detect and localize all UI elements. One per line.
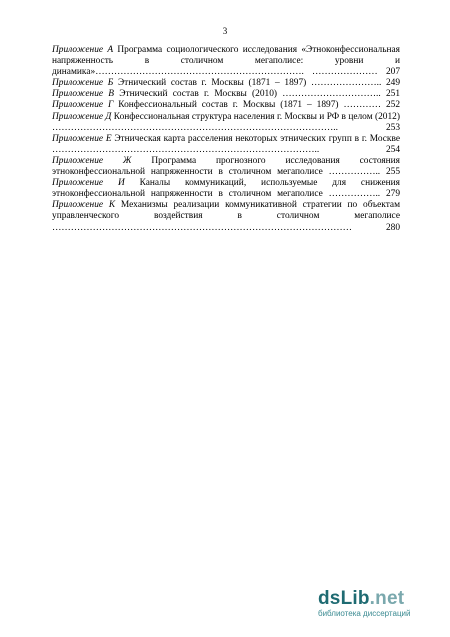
entry-title: Каналы коммуникаций, используемые для снижения этноконфессиональной напряженности в столичном мегаполисе bbox=[52, 178, 400, 200]
entry-leader: ……………………………………………………………………………….. bbox=[52, 122, 338, 133]
logo-tld: .net bbox=[369, 588, 405, 609]
entry-title: Этнический состав г. Москвы (2010) bbox=[119, 89, 278, 100]
entry-title: Этнический состав г. Москвы (1871 – 1897) bbox=[117, 78, 307, 89]
entry-title: Программа социологического исследования «Этноконфессиональная напряженность в столичном мегаполисе: уровни и динамика» bbox=[52, 45, 400, 78]
toc-entry-b bbox=[52, 78, 400, 89]
entry-page: 251 bbox=[385, 89, 401, 100]
toc-entry-v bbox=[52, 89, 400, 100]
entry-leader: …………………………………………………………………………………… bbox=[52, 222, 352, 233]
page-number: 3 bbox=[222, 26, 228, 36]
entry-leader: ………………………………………………………………………….. bbox=[52, 144, 320, 155]
toc-entry-k bbox=[52, 200, 400, 233]
toc-entry-i bbox=[52, 178, 400, 200]
appendix-list bbox=[52, 45, 400, 234]
entry-page: 279 bbox=[385, 189, 401, 200]
entry-title: Этническая карта расселения некоторых этнических групп в г. Москве bbox=[114, 133, 401, 144]
entry-leader: …………….. bbox=[328, 189, 381, 200]
toc-entry-g bbox=[52, 100, 400, 111]
entry-label: Приложение А bbox=[52, 45, 114, 55]
entry-page: 254 bbox=[385, 144, 400, 155]
entry-title: Конфессиональный состав г. Москвы (1871 – 1897) bbox=[118, 100, 339, 111]
entry-label: Приложение И bbox=[52, 178, 125, 189]
toc-entry-e bbox=[52, 134, 400, 156]
entry-title: Программа прогнозного исследования состояния этноконфессиональной напряженности в столичном мегаполисе bbox=[52, 155, 400, 178]
entry-label: Приложение Б bbox=[52, 78, 114, 89]
logo-main: dsLib bbox=[318, 588, 370, 609]
entry-label: Приложение Ж bbox=[52, 155, 132, 166]
entry-page: 280 bbox=[385, 222, 400, 233]
entry-leader: ………………….. bbox=[310, 78, 382, 89]
entry-label: Приложение Е bbox=[52, 133, 112, 144]
entry-page: 207 bbox=[385, 67, 400, 78]
entry-title: Конфессиональная структура населения г. Москвы и РФ в целом (2012) bbox=[113, 111, 400, 122]
dslib-watermark[interactable] bbox=[318, 589, 440, 619]
toc-entry-zh bbox=[52, 156, 400, 178]
entry-page: 252 bbox=[385, 100, 401, 111]
dslib-logo bbox=[318, 589, 440, 609]
entry-leader: ………………………….. bbox=[282, 89, 381, 100]
watermark-subtitle: библиотека диссертаций bbox=[318, 609, 411, 618]
entry-leader: …………….. bbox=[328, 167, 381, 178]
entry-title: Механизмы реализации коммуникативной стратегии по объектам управленческого воздействия в столичном мегаполисе bbox=[52, 200, 400, 222]
entry-label: Приложение К bbox=[52, 200, 116, 211]
entry-leader: …………………………………………………………. ………………… bbox=[95, 67, 378, 78]
entry-label: Приложение В bbox=[52, 89, 115, 100]
entry-leader: ………… bbox=[343, 100, 382, 111]
toc-entry-a bbox=[52, 45, 400, 78]
entry-page: 255 bbox=[385, 167, 401, 178]
entry-label: Приложение Д bbox=[52, 111, 112, 122]
entry-label: Приложение Г bbox=[52, 100, 114, 111]
toc-entry-d bbox=[52, 112, 400, 134]
entry-page: 253 bbox=[385, 122, 400, 133]
entry-page: 249 bbox=[385, 78, 401, 89]
